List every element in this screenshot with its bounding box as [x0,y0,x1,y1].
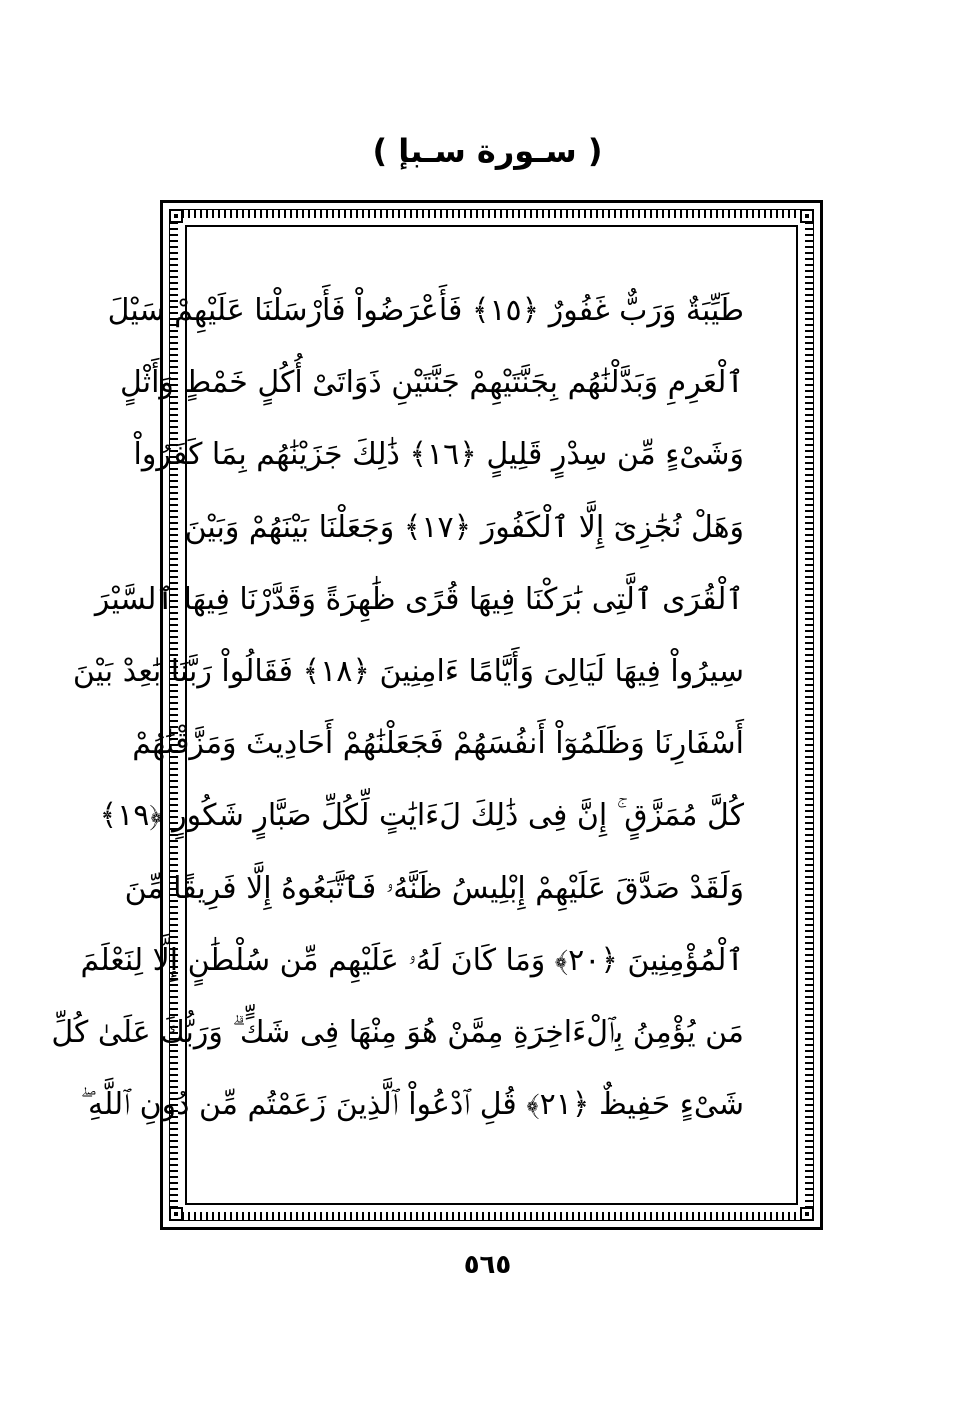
verse-line: سِيرُواْ فِيهَا لَيَالِىَ وَأَيَّامًا ءَامِنِينَ ﴿١٨﴾ فَقَالُواْ رَبَّنَا بَٰعِدْ بَيْنَ [72,653,744,689]
verse-text-block [51,275,744,1141]
verse-line: مَن يُؤْمِنُ بِٱلْءَاخِرَةِ مِمَّنْ هُوَ مِنْهَا فِى شَكٍّ ۗ وَرَبُّكَ عَلَىٰ كُلِّ [51,1014,744,1050]
corner-ornament-icon [800,209,814,223]
surah-title: ( سـورة سـبإ ) [372,132,603,170]
corner-ornament-icon [169,1207,183,1221]
corner-ornament-icon [800,1207,814,1221]
page-number: ٥٦٥ [463,1250,512,1280]
corner-ornament-icon [169,209,183,223]
verse-line: ٱلْقُرَى ٱلَّتِى بَٰرَكْنَا فِيهَا قُرًى ظَٰهِرَةً وَقَدَّرْنَا فِيهَا ٱلسَّيْرَ [94,581,744,617]
verse-line: وَلَقَدْ صَدَّقَ عَلَيْهِمْ إِبْلِيسُ ظَنَّهُۥ فَٱتَّبَعُوهُ إِلَّا فَرِيقًا مِّنَ [124,870,744,906]
verse-line: شَىْءٍ حَفِيظٌ ﴿٢١﴾ قُلِ ٱدْعُواْ ٱلَّذِينَ زَعَمْتُم مِّن دُونِ ٱللَّهِ ۖ [80,1087,744,1123]
verse-line: كُلَّ مُمَزَّقٍ ۚ إِنَّ فِى ذَٰلِكَ لَءَايَٰتٍ لِّكُلِّ صَبَّارٍ شَكُورٍ ﴿١٩﴾ [99,798,744,834]
verse-line: وَهَلْ نُجَٰزِىٓ إِلَّا ٱلْكَفُورَ ﴿١٧﴾ وَجَعَلْنَا بَيْنَهُمْ وَبَيْنَ [184,509,744,545]
text-panel [51,225,798,1205]
verse-line: طَيِّبَةٌ وَرَبٌّ غَفُورٌ ﴿١٥﴾ فَأَعْرَضُواْ فَأَرْسَلْنَا عَلَيْهِمْ سَيْلَ [107,293,744,328]
verse-line: ٱلْمُؤْمِنِينَ ﴿٢٠﴾ وَمَا كَانَ لَهُۥ عَلَيْهِم مِّن سُلْطَٰنٍ إِلَّا لِنَعْلَمَ [80,942,744,978]
verse-line: أَسْفَارِنَا وَظَلَمُوٓاْ أَنفُسَهُمْ فَجَعَلْنَٰهُمْ أَحَادِيثَ وَمَزَّقْنَٰهُمْ [132,726,744,762]
page-frame [51,200,823,1230]
verse-line: ٱلْعَرِمِ وَبَدَّلْنَٰهُم بِجَنَّتَيْهِمْ جَنَّتَيْنِ ذَوَاتَىْ أُكُلٍ خَمْطٍ وَأَثْلٍ [120,365,744,401]
verse-line: وَشَىْءٍ مِّن سِدْرٍ قَلِيلٍ ﴿١٦﴾ ذَٰلِكَ جَزَيْنَٰهُم بِمَا كَفَرُواْ [133,437,744,473]
